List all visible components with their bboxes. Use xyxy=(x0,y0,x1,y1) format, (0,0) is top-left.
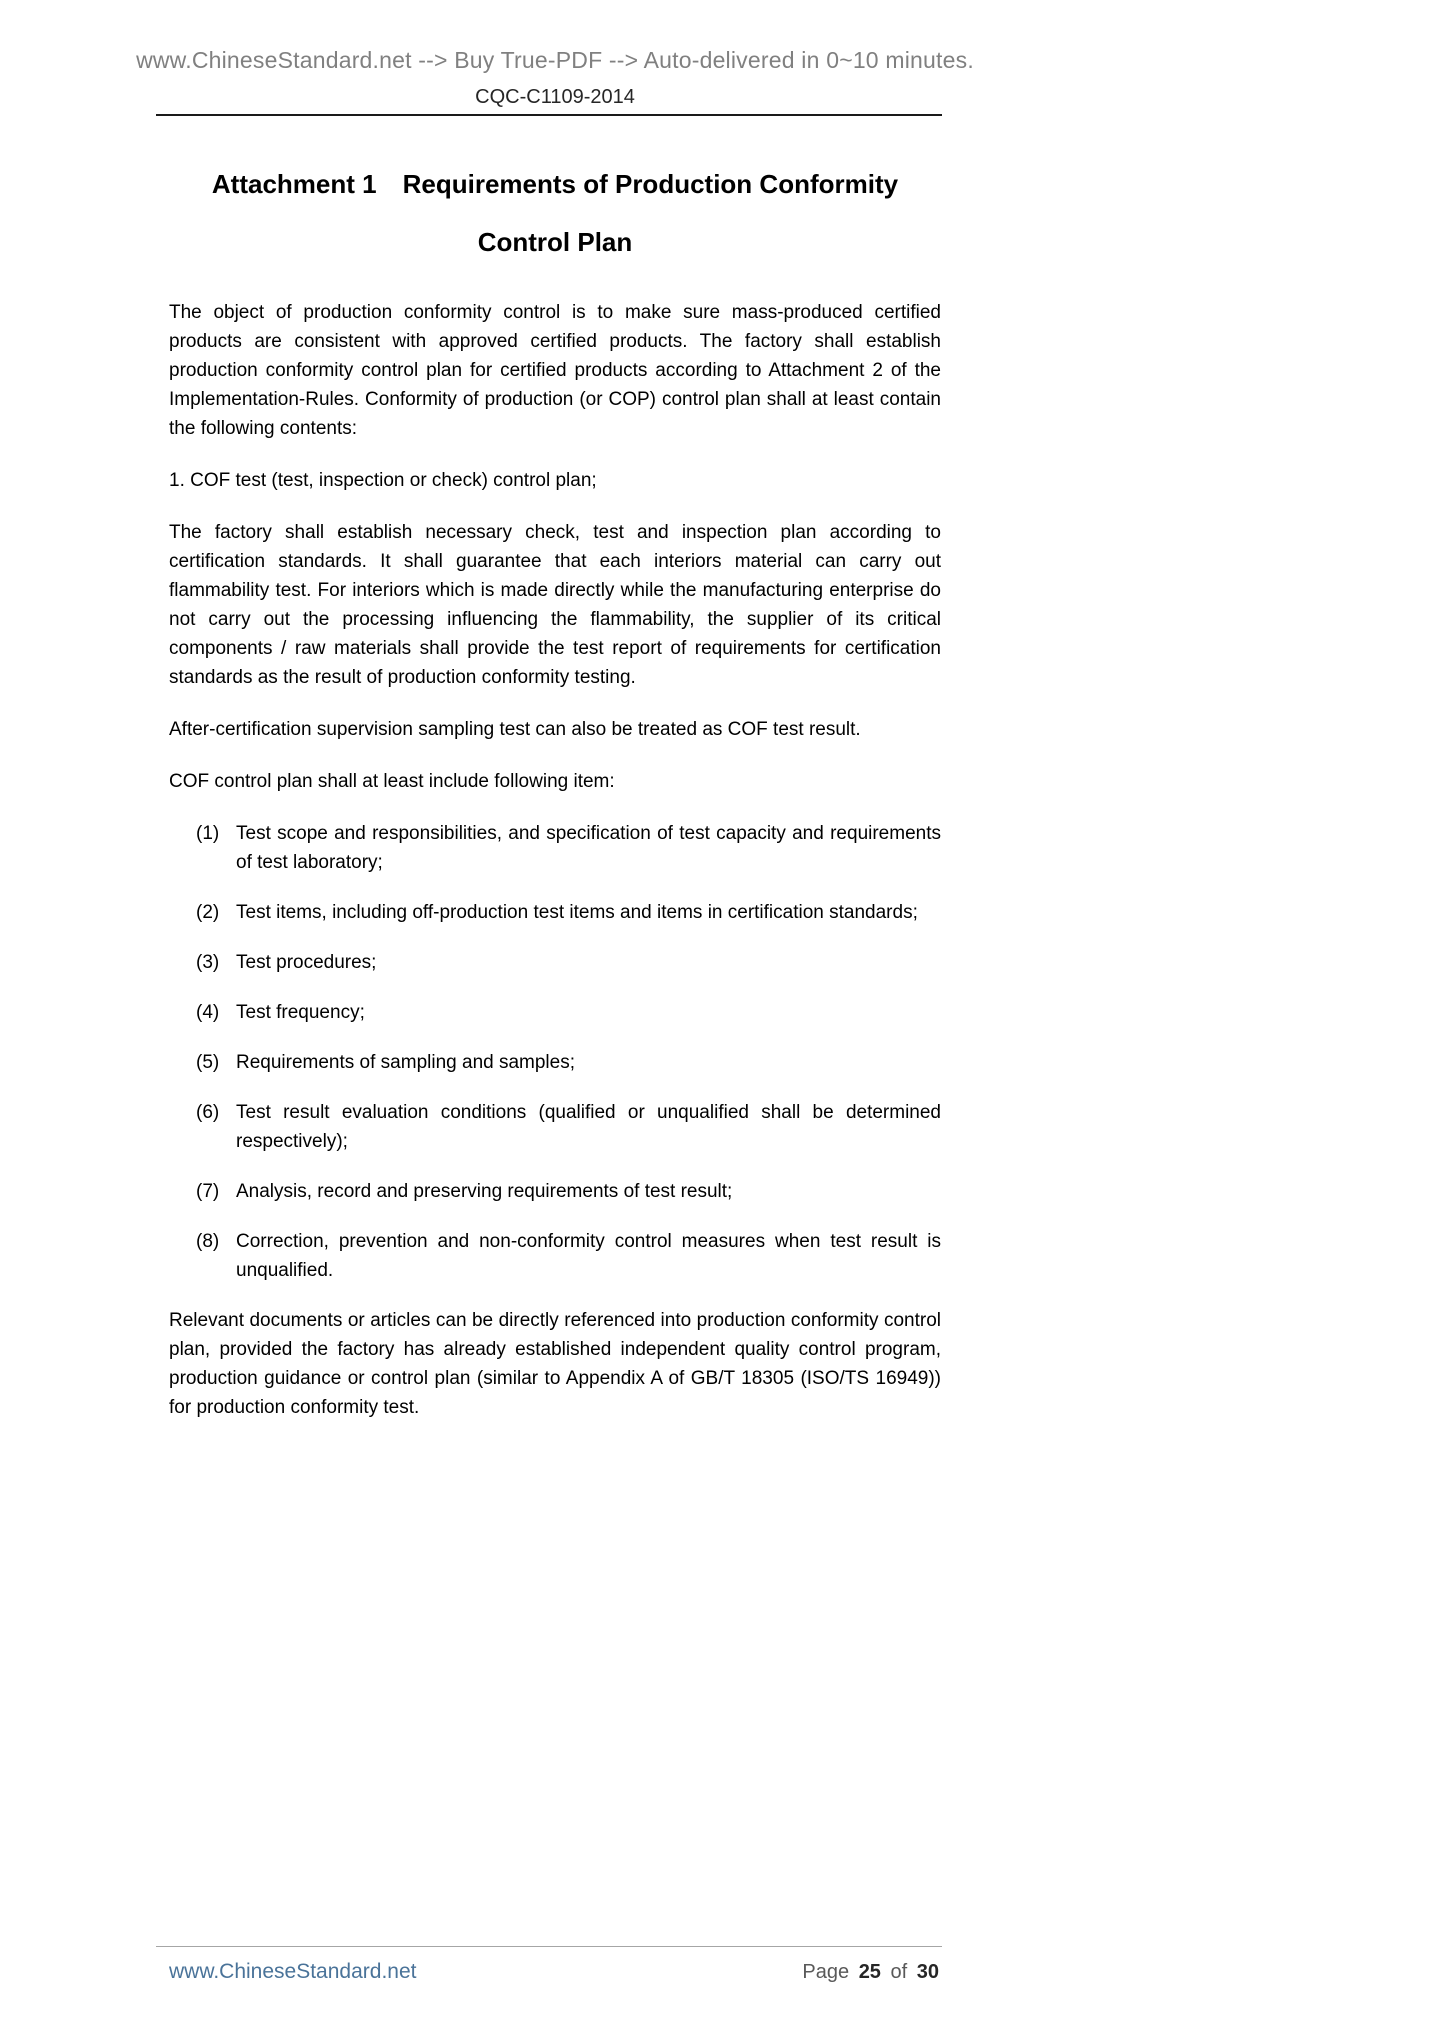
page-number-of: of xyxy=(890,1961,908,1983)
header-promo-text: www.ChineseStandard.net --> Buy True-PDF --> Auto-delivered in 0~10 minutes. xyxy=(136,47,974,73)
list-item-text: Correction, prevention and non-conformity control measures when test result is unqualified. xyxy=(236,1231,941,1281)
list-item xyxy=(169,998,941,1027)
header-divider xyxy=(156,114,942,116)
list-item xyxy=(169,819,941,877)
attachment-title-number: Attachment 1 xyxy=(211,169,377,199)
list-item-text: Test scope and responsibilities, and specification of test capacity and requirements of test laboratory; xyxy=(236,823,941,873)
list-item-text: Analysis, record and preserving requirements of test result; xyxy=(236,1181,733,1202)
paragraph-intro: The object of production conformity control is to make sure mass-produced certified products are consistent with approved certified products. The factory shall establish production conformity control plan for certified products according to Attachment 2 of the Implementation-Rules. Conformity of production (or COP) control plan shall at least contain the following contents: xyxy=(169,302,941,439)
list-item-text: Requirements of sampling and samples; xyxy=(236,1052,576,1073)
document-code: CQC-C1109-2014 xyxy=(475,86,635,108)
list-item-number: (8) xyxy=(196,1231,220,1252)
attachment-title-text: Requirements of Production Conformity xyxy=(402,169,899,199)
list-item xyxy=(169,1177,941,1206)
paragraph-relevant-documents: Relevant documents or articles can be directly referenced into production conformity control plan, provided the factory has already established independent quality control program, production guidance or control plan (similar to Appendix A of GB/T 18305 (ISO/TS 16949)) for production conformity test. xyxy=(169,1310,941,1418)
footer-divider xyxy=(156,1946,942,1947)
list-item-number: (6) xyxy=(196,1102,220,1123)
cof-item-list xyxy=(169,819,941,1285)
list-item xyxy=(169,1098,941,1156)
list-item-text: Test frequency; xyxy=(236,1002,365,1023)
attachment-title-line1 xyxy=(169,168,941,200)
list-item xyxy=(169,1048,941,1077)
list-item-number: (7) xyxy=(196,1181,220,1202)
footer-site-link[interactable]: www.ChineseStandard.net xyxy=(169,1960,417,1983)
list-item-number: (5) xyxy=(196,1052,220,1073)
page-number-current: 25 xyxy=(858,1961,881,1983)
attachment-title-line2: Control Plan xyxy=(477,227,633,257)
paragraph-list-lead: COF control plan shall at least include following item: xyxy=(169,771,615,792)
paragraph-supervision: After-certification supervision sampling test can also be treated as COF test result. xyxy=(169,719,861,740)
list-item-text: Test result evaluation conditions (qualified or unqualified shall be determined respectively); xyxy=(236,1102,941,1152)
paragraph-factory-plan: The factory shall establish necessary check, test and inspection plan according to certification standards. It shall guarantee that each interiors material can carry out flammability test. For interiors which is made directly while the manufacturing enterprise do not carry out the processing influencing the flammability, the supplier of its critical components / raw materials shall provide the test report of requirements for certification standards as the result of production conformity testing. xyxy=(169,522,941,688)
list-item-number: (3) xyxy=(196,952,220,973)
list-item xyxy=(169,1227,941,1285)
page-number-total: 30 xyxy=(916,1961,939,1983)
list-item-text: Test procedures; xyxy=(236,952,377,973)
list-item-number: (2) xyxy=(196,902,220,923)
page-number xyxy=(169,1959,941,1985)
list-item-number: (1) xyxy=(196,823,220,844)
list-item-number: (4) xyxy=(196,1002,220,1023)
list-item xyxy=(169,948,941,977)
list-item xyxy=(169,898,941,927)
document-body xyxy=(169,168,941,1445)
paragraph-section-heading: 1. COF test (test, inspection or check) control plan; xyxy=(169,470,597,491)
page-number-prefix: Page xyxy=(802,1961,850,1983)
list-item-text: Test items, including off-production test items and items in certification standards; xyxy=(236,902,918,923)
